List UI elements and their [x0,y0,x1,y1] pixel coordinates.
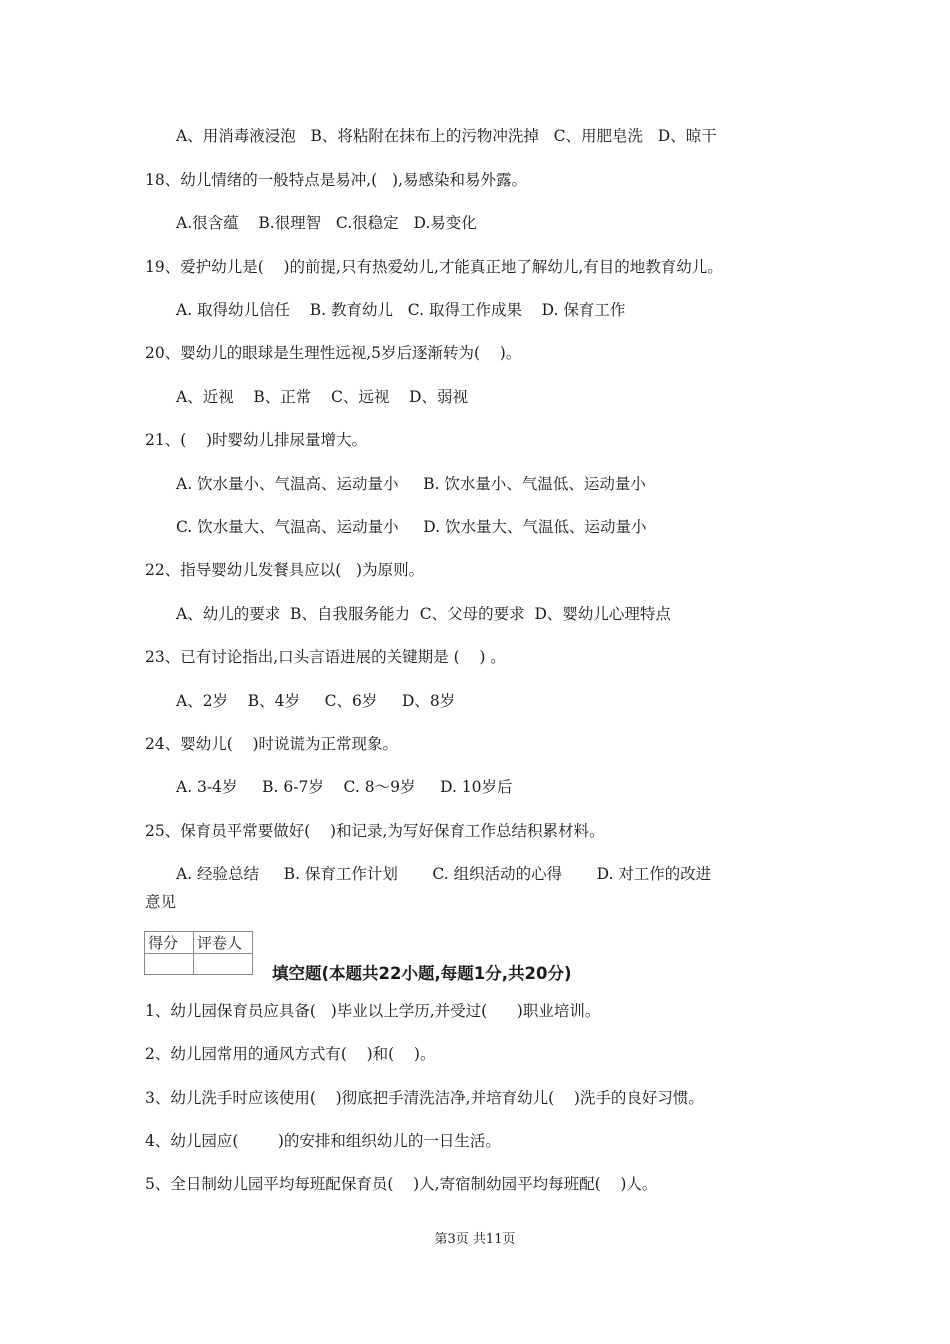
question-line: 23、已有讨论指出,口头言语进展的关键期是 ( ) 。 [145,648,506,666]
question-line: 21、( )时婴幼儿排尿量增大。 [145,431,368,449]
fill-question-line: 2、幼儿园常用的通风方式有( )和( )。 [145,1045,436,1063]
fill-question-line: 3、幼儿洗手时应该使用( )彻底把手清洗洁净,并培育幼儿( )洗手的良好习惯。 [145,1089,704,1107]
page-footer: 第3页 共11页 [434,1232,516,1247]
question-line: A、用消毒液浸泡 B、将粘附在抹布上的污物冲洗掉 C、用肥皂洗 D、晾干 [176,127,717,145]
option-line: C. 饮水量大、气温高、运动量小 D. 饮水量大、气温低、运动量小 [176,518,647,536]
section-title: 填空题(本题共22小题,每题1分,共20分) [272,964,572,983]
score-cell [145,954,194,975]
option-line: A、幼儿的要求 B、自我服务能力 C、父母的要求 D、婴幼儿心理特点 [176,605,671,623]
option-line: A、近视 B、正常 C、远视 D、弱视 [176,388,468,406]
score-table [144,931,253,975]
option-line: A. 饮水量小、气温高、运动量小 B. 饮水量小、气温低、运动量小 [176,475,646,493]
option-line: A. 经验总结 B. 保育工作计划 C. 组织活动的心得 D. 对工作的改进 [176,865,712,883]
fill-question-line: 5、全日制幼儿园平均每班配保育员( )人,寄宿制幼园平均每班配( )人。 [145,1175,658,1193]
option-line-wrap: 意见 [145,893,177,911]
score-header: 得分 [145,932,194,954]
question-line: 24、婴幼儿( )时说谎为正常现象。 [145,735,399,753]
grader-header: 评卷人 [194,932,253,954]
fill-question-line: 4、幼儿园应( )的安排和组织幼儿的一日生活。 [145,1132,501,1150]
question-line: 25、保育员平常要做好( )和记录,为写好保育工作总结积累材料。 [145,822,605,840]
option-line: A. 取得幼儿信任 B. 教育幼儿 C. 取得工作成果 D. 保育工作 [176,301,626,319]
fill-question-line: 1、幼儿园保育员应具备( )毕业以上学历,并受过( )职业培训。 [145,1002,601,1020]
option-line: A. 3-4岁 B. 6-7岁 C. 8～9岁 D. 10岁后 [176,778,513,796]
question-line: 20、婴幼儿的眼球是生理性远视,5岁后逐渐转为( )。 [145,344,522,362]
grader-cell [194,954,253,975]
option-line: A、2岁 B、4岁 C、6岁 D、8岁 [176,692,456,710]
option-line: A.很含蕴 B.很理智 C.很稳定 D.易变化 [176,214,477,232]
question-line: 19、爱护幼儿是( )的前提,只有热爱幼儿,才能真正地了解幼儿,有目的地教育幼儿。 [145,258,723,276]
question-line: 22、指导婴幼儿发餐具应以( )为原则。 [145,561,425,579]
question-line: 18、幼儿情绪的一般特点是易冲,( ),易感染和易外露。 [145,171,527,189]
